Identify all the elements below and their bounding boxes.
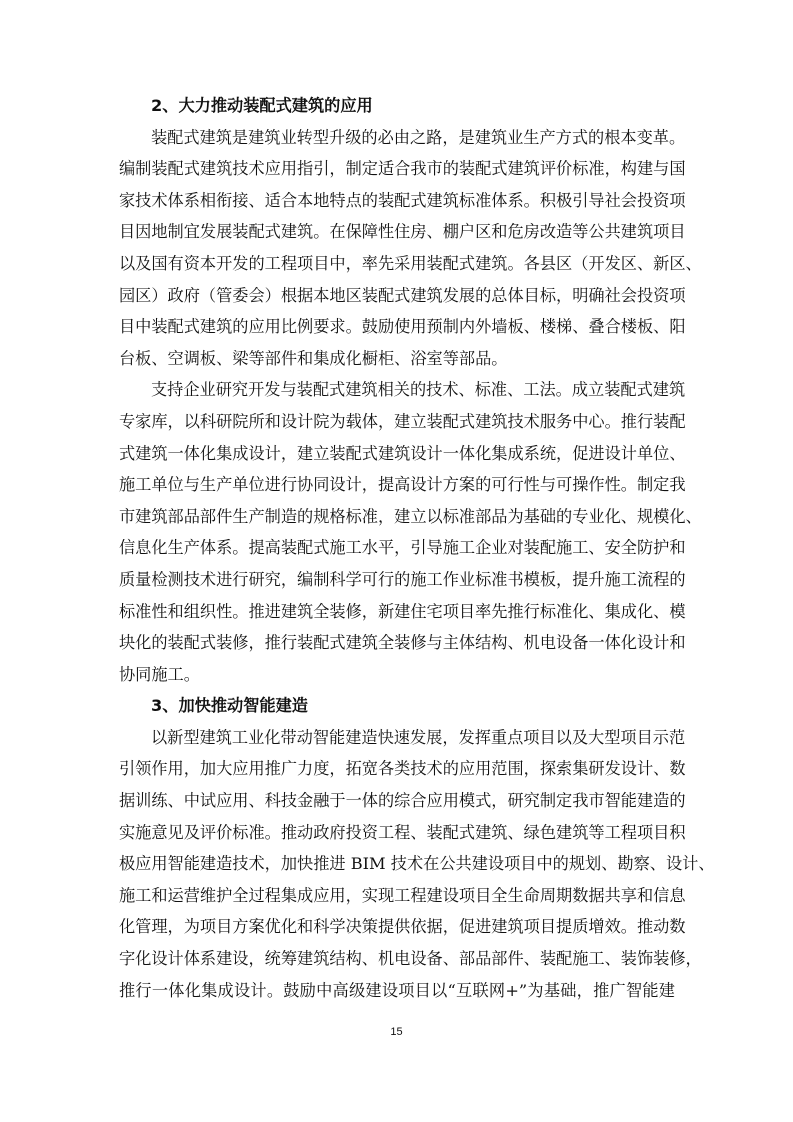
text-line: 化管理，为项目方案优化和科学决策提供依据，促进建筑项目提质增效。推动数 (119, 917, 686, 937)
text-line: 家技术体系相衔接、适合本地特点的装配式建筑标准体系。积极引导社会投资项 (119, 190, 686, 210)
text-line: 极应用智能建造技术，加快推进 BIM 技术在公共建设项目中的规划、勘察、设计、 (119, 854, 715, 874)
text-line: 目因地制宜发展装配式建筑。在保障性住房、棚户区和危房改造等公共建筑项目 (119, 222, 686, 242)
text-line: 字化设计体系建设，统筹建筑结构、机电设备、部品部件、装配施工、装饰装修， (119, 949, 702, 969)
page-content (119, 96, 715, 1012)
text-line: 以及国有资本开发的工程项目中，率先采用装配式建筑。各县区（开发区、新区、 (119, 253, 702, 273)
text-line: 市建筑部品部件生产制造的规格标准，建立以标准部品为基础的专业化、规模化、 (119, 506, 702, 526)
text-line: 推行一体化集成设计。鼓励中高级建设项目以“互联网+”为基础，推广智能建 (119, 980, 675, 1000)
page-number: 15 (390, 1026, 403, 1038)
text-line: 编制装配式建筑技术应用指引，制定适合我市的装配式建筑评价标准，构建与国 (119, 159, 686, 179)
text-line: 专家库，以科研院所和设计院为载体，建立装配式建筑技术服务中心。推行装配 (119, 411, 686, 431)
text-line: 支持企业研究开发与装配式建筑相关的技术、标准、工法。成立装配式建筑 (151, 380, 686, 400)
text-line: 台板、空调板、梁等部件和集成化橱柜、浴室等部品。 (119, 348, 508, 368)
text-line: 目中装配式建筑的应用比例要求。鼓励使用预制内外墙板、楼梯、叠合楼板、阳 (119, 317, 686, 337)
spacer (119, 716, 675, 728)
text-line: 施工和运营维护全过程集成应用，实现工程建设项目全生命周期数据共享和信息 (119, 885, 686, 905)
text-line: 施工单位与生产单位进行协同设计，提高设计方案的可行性与可操作性。制定我 (119, 475, 686, 495)
text-line: 实施意见及评价标准。推动政府投资工程、装配式建筑、绿色建筑等工程项目积 (119, 822, 686, 842)
paragraph-prefab-application (119, 127, 702, 369)
text-line: 信息化生产体系。提高装配式施工水平，引导施工企业对装配施工、安全防护和 (119, 538, 686, 558)
text-line: 式建筑一体化集成设计，建立装配式建筑设计一体化集成系统，促进设计单位、 (119, 443, 686, 463)
text-line: 质量检测技术进行研究，编制科学可行的施工作业标准书模板，提升施工流程的 (119, 569, 686, 589)
paragraph-enterprise-support (119, 380, 702, 684)
section-heading-3: 3、加快推动智能建造 (151, 696, 308, 716)
paragraph-intelligent-construction (119, 727, 715, 1001)
text-line: 块化的装配式装修，推行装配式建筑全装修与主体结构、机电设备一体化设计和 (119, 633, 686, 653)
text-line: 据训练、中试应用、科技金融于一体的综合应用模式，研究制定我市智能建造的 (119, 791, 686, 811)
text-line: 园区）政府（管委会）根据本地区装配式建筑发展的总体目标，明确社会投资项 (119, 285, 686, 305)
spacer (119, 116, 675, 128)
section-heading-2: 2、大力推动装配式建筑的应用 (151, 96, 373, 115)
text-line: 协同施工。 (119, 664, 200, 684)
text-line: 标准性和组织性。推进建筑全装修，新建住宅项目率先推行标准化、集成化、模 (119, 601, 686, 621)
text-line: 以新型建筑工业化带动智能建造快速发展，发挥重点项目以及大型项目示范 (151, 727, 686, 747)
text-line: 引领作用，加大应用推广力度，拓宽各类技术的应用范围，探索集研发设计、数 (119, 759, 686, 779)
text-line: 装配式建筑是建筑业转型升级的必由之路，是建筑业生产方式的根本变革。 (151, 127, 686, 147)
